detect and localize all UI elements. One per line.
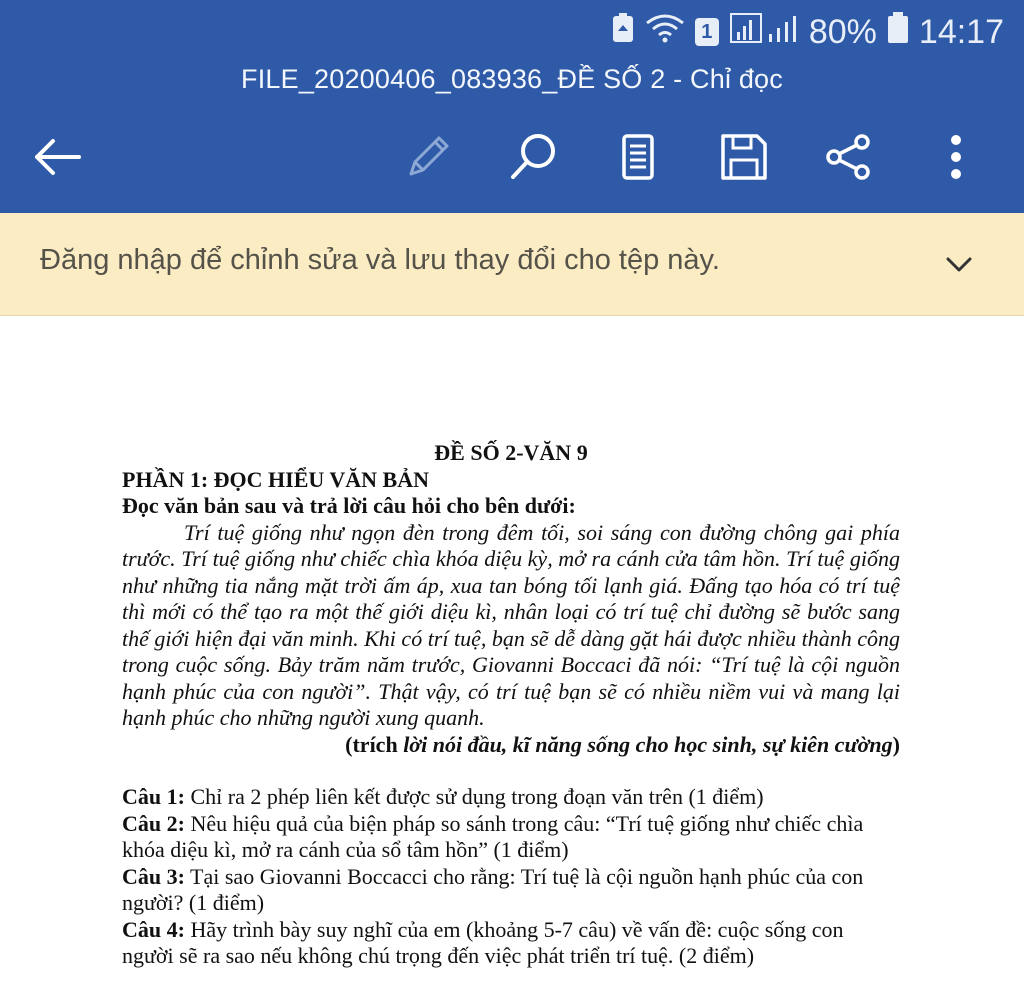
source-title: lời nói đầu, kĩ năng sống cho học sinh, sự kiên cường <box>403 731 893 757</box>
document-page <box>122 440 900 970</box>
search-button[interactable] <box>503 127 563 187</box>
question-label: Câu 1: <box>122 784 185 809</box>
question-3 <box>122 864 900 917</box>
reading-view-button[interactable] <box>608 127 668 187</box>
more-options-button[interactable] <box>926 127 986 187</box>
status-bar <box>611 12 1004 52</box>
more-vertical-icon <box>950 134 962 180</box>
chevron-down-icon[interactable] <box>942 248 976 282</box>
question-text: Nêu hiệu quả của biện pháp so sánh trong câu: “Trí tuệ giống như chiếc chìa khóa diệu kì, mở ra cánh của sổ tâm hồn” (1 điểm) <box>122 810 864 862</box>
question-label: Câu 2: <box>122 810 185 836</box>
reading-passage: Trí tuệ giống như ngọn đèn trong đêm tối, soi sáng con đường chông gai phía trước. Trí tuệ giống như chiếc chìa khóa diệu kỳ, mở ra cánh cửa tâm hồn. Trí tuệ giống như những tia nắng mặt trời ấm áp, xua tan bóng tối lạnh giá. Đấng tạo hóa có trí tuệ thì mới có thể tạo ra một thế giới diệu kì, nhân loại có trí tuệ chỉ đường sẽ bước sang thế giới hiện đại văn minh. Khi có trí tuệ, bạn sẽ dễ dàng gặt hái được nhiều thành công trong cuộc sống. Bảy trăm năm trước, Giovanni Boccaci đã nói: “Trí tuệ là cội nguồn hạnh phúc của con người”. Thật vậy, có trí tuệ bạn sẽ có nhiều niềm vui và mang lại hạnh phúc cho những người xung quanh. <box>122 519 900 730</box>
recycle-notification-icon <box>611 13 635 52</box>
question-text: Tại sao Giovanni Boccacci cho rằng: Trí tuệ là cội nguồn hạnh phúc của con người? (1 điểm) <box>122 863 864 915</box>
document-view-icon <box>618 132 658 182</box>
search-icon <box>507 131 559 183</box>
save-icon <box>719 132 769 182</box>
question-label: Câu 4: <box>122 916 185 942</box>
clock: 14:17 <box>918 12 1004 51</box>
signal-icon <box>729 12 799 53</box>
document-viewer[interactable] <box>0 316 1024 1006</box>
source-prefix: (trích <box>345 731 404 757</box>
app-header <box>0 0 1024 213</box>
sign-in-banner[interactable] <box>0 213 1024 316</box>
share-icon <box>824 132 874 182</box>
wifi-icon <box>645 13 685 52</box>
save-button[interactable] <box>714 127 774 187</box>
battery-icon <box>887 12 909 53</box>
question-text: Hãy trình bày suy nghĩ của em (khoảng 5-7 câu) về vấn đề: cuộc sống con người sẽ ra sao nếu không chú trọng đến việc phát triển trí tuệ. (2 điểm) <box>122 916 844 968</box>
document-title: ĐỀ SỐ 2-VĂN 9 <box>434 440 588 465</box>
edit-button[interactable] <box>396 127 456 187</box>
battery-percent: 80% <box>808 12 877 51</box>
question-1 <box>122 784 900 811</box>
file-title: FILE_20200406_083936_ĐỀ SỐ 2 - Chỉ đọc <box>241 64 783 94</box>
sim-badge: 1 <box>695 18 719 46</box>
share-button[interactable] <box>819 127 879 187</box>
question-label: Câu 3: <box>122 863 185 889</box>
section-heading: PHẦN 1: ĐỌC HIỂU VĂN BẢN <box>122 466 429 492</box>
back-button[interactable] <box>27 127 87 187</box>
question-4 <box>122 917 900 970</box>
pencil-icon <box>401 132 451 182</box>
arrow-left-icon <box>31 137 83 177</box>
source-suffix: ) <box>892 731 900 757</box>
passage-source <box>122 732 900 759</box>
question-2 <box>122 811 900 864</box>
instruction: Đọc văn bản sau và trả lời câu hỏi cho bên dưới: <box>122 493 576 518</box>
spacer <box>122 758 900 784</box>
banner-message: Đăng nhập để chỉnh sửa và lưu thay đổi cho tệp này. <box>40 244 720 276</box>
question-text: Chỉ ra 2 phép liên kết được sử dụng trong đoạn văn trên (1 điểm) <box>184 784 764 809</box>
